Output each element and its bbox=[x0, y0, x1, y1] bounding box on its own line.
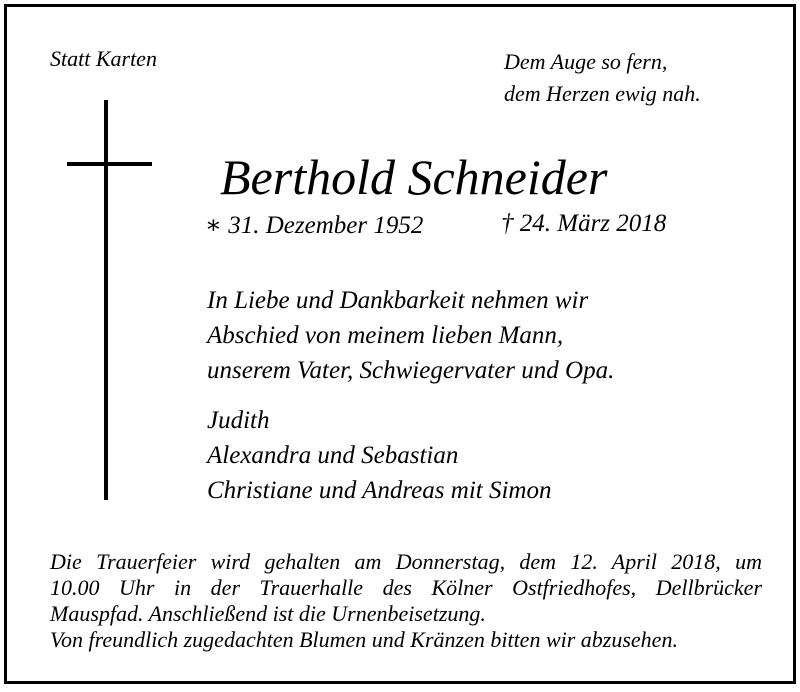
funeral-info-line: 10.00 Uhr in der Trauerhalle des Kölner Ostfriedhofes, Dellbrücker bbox=[50, 575, 762, 600]
motto-line: dem Herzen ewig nah. bbox=[504, 81, 701, 106]
deceased-name: Berthold Schneider bbox=[220, 149, 608, 205]
mourner-name: Alexandra und Sebastian bbox=[207, 442, 459, 469]
statt-karten-label: Statt Karten bbox=[50, 46, 157, 71]
death-date: † 24. März 2018 bbox=[501, 210, 667, 237]
cross-icon bbox=[104, 100, 108, 500]
funeral-info-line: Von freundlich zugedachten Blumen und Kränzen bitten wir abzusehen. bbox=[50, 627, 678, 652]
funeral-info-line: Die Trauerfeier wird gehalten am Donnerstag, dem 12. April 2018, um bbox=[50, 549, 762, 574]
mourner-name: Judith bbox=[207, 407, 270, 434]
motto bbox=[504, 46, 701, 110]
mourner-name: Christiane und Andreas mit Simon bbox=[207, 477, 552, 504]
farewell-message bbox=[207, 283, 614, 388]
mourners-list bbox=[207, 403, 551, 508]
cross-icon-crossbar bbox=[67, 162, 152, 166]
message-line: Abschied von meinem lieben Mann, bbox=[207, 322, 564, 349]
birth-date: ∗ 31. Dezember 1952 bbox=[205, 212, 424, 239]
message-line: unserem Vater, Schwiegervater und Opa. bbox=[207, 357, 615, 384]
funeral-info-line: Mauspfad. Anschließend ist die Urnenbeisetzung. bbox=[50, 601, 486, 626]
message-line: In Liebe und Dankbarkeit nehmen wir bbox=[207, 287, 589, 314]
motto-line: Dem Auge so fern, bbox=[504, 49, 668, 74]
funeral-info bbox=[50, 549, 762, 653]
obituary-notice bbox=[4, 4, 796, 684]
